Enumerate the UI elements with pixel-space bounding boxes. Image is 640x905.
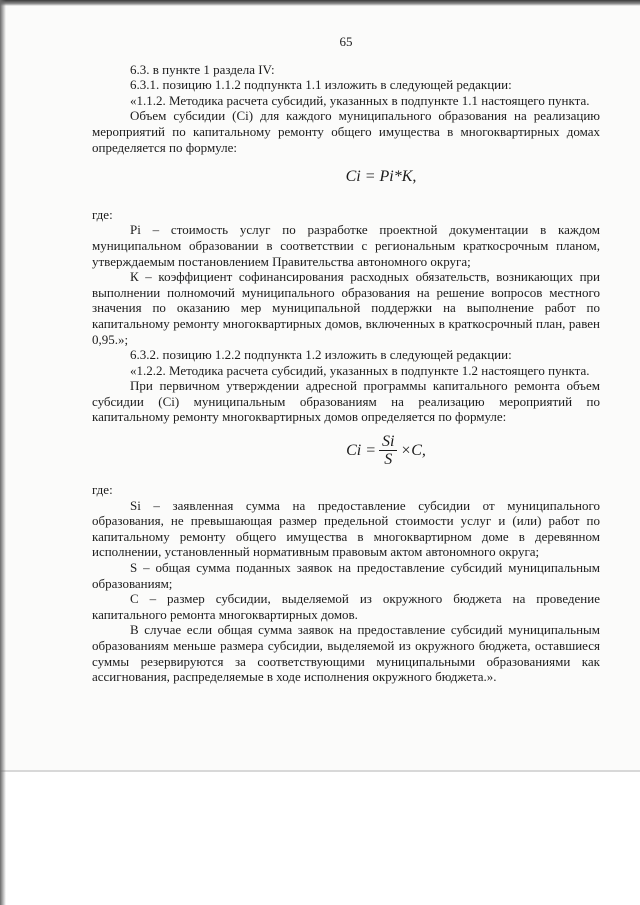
- formula-ci-si-s-c: [92, 433, 600, 468]
- formula-ci-pi-k: Ci = Pi*K,: [345, 168, 417, 186]
- definition-pi: Pi – стоимость услуг по разработке проектной документации в каждом муниципальном образовании в соответствии с региональным краткосрочным планом, утверждаемым постановлением Правительства автономного округа;: [92, 222, 600, 269]
- formula2-lhs: Ci =: [346, 441, 376, 459]
- page-number: 65: [339, 34, 353, 49]
- scan-top-edge: [0, 0, 640, 6]
- paragraph-6-3: 6.3. в пункте 1 раздела IV:: [130, 61, 275, 77]
- paragraph-primary-approval: При первичном утверждении адресной программы капитального ремонта объем субсидии (Ci) муниципальным образованиям на реализацию мероприятий по капитальному ремонту многоквартирных домов определяется по формуле:: [92, 378, 600, 425]
- formula2-numerator: Si: [379, 433, 397, 451]
- formula2-rhs: ×C,: [400, 441, 426, 459]
- scan-left-edge: [0, 0, 6, 905]
- paragraph-volume-ci: Объем субсидии (Ci) для каждого муниципального образования на реализацию мероприятий по капитальному ремонту общего имущества в многоквартирных домах определяется по формуле:: [92, 108, 600, 155]
- paragraph-1-1-2: «1.1.2. Методика расчета субсидий, указанных в подпункте 1.1 настоящего пункта.: [130, 92, 590, 108]
- paragraph-reserve: В случае если общая сумма заявок на предоставление субсидий муниципальным образованиям меньше размера субсидии, выделяемой из окружного бюджета, оставшиеся суммы резервируются за соответствующими муниципальными образованиями как ассигнования, распределяемые в ходе исполнения окружного бюджета.».: [92, 622, 600, 685]
- definition-s: S – общая сумма поданных заявок на предоставление субсидий муниципальным образованиям;: [92, 560, 600, 591]
- formula2-denominator: S: [384, 451, 393, 469]
- document-content: [92, 34, 600, 685]
- definition-c: С – размер субсидии, выделяемой из окружного бюджета на проведение капитального ремонта многоквартирных домов.: [92, 591, 600, 622]
- definition-si: Si – заявленная сумма на предоставление субсидии от муниципального образования, не превышающая размер предельной стоимости услуг и (или) работ по капитальному ремонту общего имущества в многоквартирном доме в деревянном исполнении, установленный нормативным правовым актом автономного округа;: [92, 497, 600, 560]
- paragraph-6-3-2: 6.3.2. позицию 1.2.2 подпункта 1.2 изложить в следующей редакции:: [130, 347, 512, 363]
- definition-k: К – коэффициент софинансирования расходных обязательств, возникающих при выполнении полномочий муниципального образования на решение вопросов местного значения по оказанию мер муниципальной поддержки на выполнение работ по капитальному ремонту многоквартирных домов, включенных в краткосрочный план, равен 0,95.»;: [92, 269, 600, 347]
- paragraph-1-2-2: «1.2.2. Методика расчета субсидий, указанных в подпункте 1.2 настоящего пункта.: [130, 362, 590, 378]
- formula2-fraction: [379, 433, 397, 468]
- paragraph-6-3-1: 6.3.1. позицию 1.1.2 подпункта 1.1 изложить в следующей редакции:: [130, 77, 512, 93]
- where-label-2: где:: [92, 482, 113, 498]
- where-label-1: где:: [92, 206, 113, 222]
